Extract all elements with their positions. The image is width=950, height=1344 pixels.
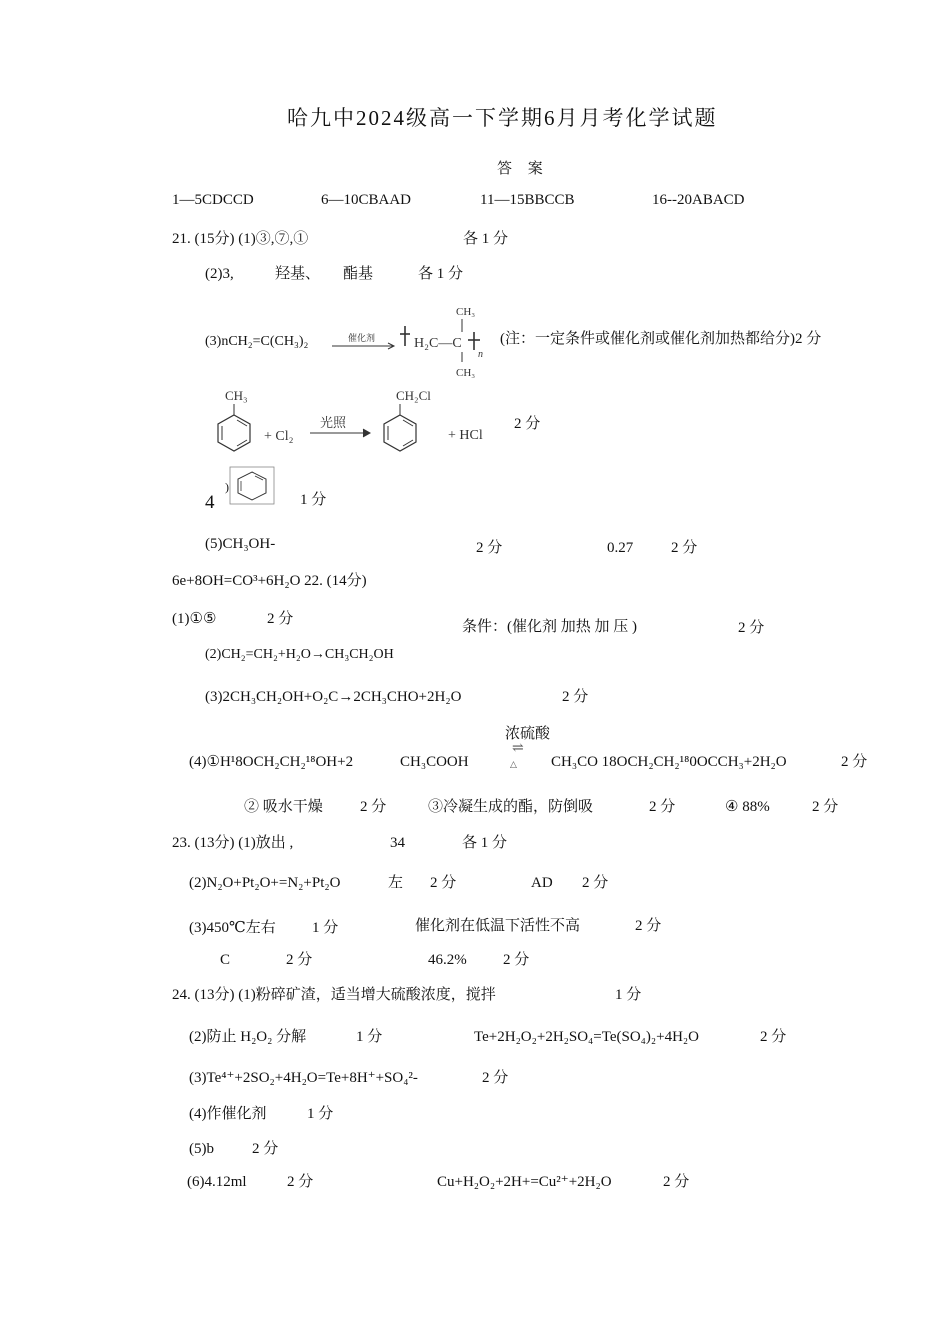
q22-conditions-score: 2 分 [738,620,765,636]
q22-part3-score: 2 分 [562,689,589,705]
q23-part3: (3)450℃左右 [189,920,276,936]
choice-answers-11-15: 11—15BBCCB [480,192,575,208]
polymer-ch3-top: CH₃ [456,306,476,318]
q22-part2: (2)CH₂=CH₂+H₂O→CH₃CH₂OH [205,647,394,662]
polymer-structure [398,302,498,382]
polymer-ch3-bottom: CH₃ [456,367,476,379]
catalyst-label: 催化剂 [348,333,376,343]
q22-part4-3: ③冷凝生成的酯，防倒吸 [428,799,594,815]
toluene-ch3-label: CH₃ [225,388,248,403]
reversible-arrow-icon: ⇌ [512,741,524,756]
q21-part2-hydroxyl: 羟基、 [275,266,321,282]
q22-part1: (1)①⑤ [172,611,217,627]
q22-part4-2: ② 吸水干燥 [244,799,323,815]
q23-part4-value: 46.2% [428,952,467,968]
q21-part1-score: 各 1 分 [463,231,509,247]
q23-part4: C [220,952,231,968]
page-title: 哈九中2024级高一下学期6月月考化学试题 [287,106,718,130]
q21-reaction-score: 2 分 [514,416,541,432]
benzene-ring-icon [384,415,416,451]
q22-part1-score: 2 分 [267,611,294,627]
q21-part2-ester: 酯基 [343,266,374,282]
q23-part2-direction: 左 [388,875,404,891]
q24-part3: (3)Te⁴⁺+2SO₂+4H₂O=Te+8H⁺+SO₄²- [189,1070,418,1086]
q24-part6: (6)4.12ml [187,1174,247,1190]
q24-part2-score-1: 1 分 [356,1029,383,1045]
q24-part5: (5)b [189,1141,214,1157]
q21-part3-note: (注：一定条件或催化剂或催化剂加热都给分)2 分 [500,331,822,347]
chlorine-reagent: + Cl₂ [264,429,294,444]
q22-part4-2-score: 2 分 [360,799,387,815]
q24-part2-score-2: 2 分 [760,1029,787,1045]
cyclohexadiene-structure [228,466,278,506]
q24-part3-score: 2 分 [482,1070,509,1086]
heat-icon: △ [510,759,517,769]
polymer-n: n [478,349,483,360]
q22-esterification-condition: 浓硫酸 [505,726,551,742]
q23-part1: 23. (13分) (1)放出 , [172,835,294,851]
q21-electrode-equation: 6e+8OH=CO³+6H₂O 22. (14分) [172,573,367,589]
choice-answers-1-5: 1—5CDCCD [172,192,254,208]
choice-answers-16-20: 16--20ABACD [652,192,745,208]
q22-part3: (3)2CH₃CH₂OH+O₂C→2CH₃CHO+2H₂O [205,689,462,705]
choice-answers-6-10: 6—10CBAAD [321,192,412,208]
q23-part1-value: 34 [390,835,405,851]
benzene-ring-icon [218,415,250,451]
q21-part4-number: 4 [205,492,215,513]
q21-part5-score-1: 2 分 [476,540,503,556]
q22-conditions: 条件：(催化剂 加热 加 压 ) [462,619,637,635]
q24-part6-equation: Cu+H₂O₂+2H+=Cu²⁺+2H₂O [437,1174,612,1190]
q23-part2-score-2: 2 分 [582,875,609,891]
q24-part2-equation: Te+2H₂O₂+2H₂SO₄=Te(SO₄)₂+4H₂O [474,1029,699,1045]
q23-part1-score: 各 1 分 [462,835,508,851]
q21-part5: (5)CH₃OH- [205,536,276,552]
q22-part4-score: 2 分 [841,754,868,770]
q23-part2: (2)N₂O+Pt₂O+=N₂+Pt₂O [189,875,341,891]
polymer-chain: H₂C—C [414,336,462,351]
q24-part2: (2)防止 H₂O₂ 分解 [189,1029,307,1045]
cyclohexadiene-ring-icon [238,472,266,500]
q21-part4-paren: ) [225,480,229,494]
q21-part2: (2)3, [205,266,234,282]
q23-part4-score-2: 2 分 [503,952,530,968]
light-condition: 光照 [320,415,347,430]
q24-part6-score-1: 2 分 [287,1174,314,1190]
q22-part4-4-score: 2 分 [812,799,839,815]
q24-part6-score-2: 2 分 [663,1174,690,1190]
q22-part4-reactant: (4)①H¹8OCH₂CH₂¹⁸OH+2 [189,754,354,770]
q21-part1: 21. (15分) (1)③,⑦,① [172,231,309,247]
q21-part3-monomer: (3)nCH₂=C(CH₃)₂ [205,334,309,349]
q23-part3-score-1: 1 分 [312,920,339,936]
q22-part4-4: ④ 88% [725,799,770,815]
hcl-product: + HCl [448,428,483,443]
q24-part4-score: 1 分 [307,1106,334,1122]
q21-part2-score: 各 1 分 [418,266,464,282]
q22-part4-acid: CH₃COOH [400,754,469,770]
q23-part4-score-1: 2 分 [286,952,313,968]
q23-part2-answer: AD [531,875,553,891]
q21-part5-score-2: 2 分 [671,540,698,556]
q24-part4: (4)作催化剂 [189,1106,267,1122]
q22-part4-3-score: 2 分 [649,799,676,815]
q24-part5-score: 2 分 [252,1141,279,1157]
q23-part2-score-1: 2 分 [430,875,457,891]
q21-part5-value: 0.27 [607,540,634,556]
answer-heading: 答 案 [497,161,549,177]
q23-part3-score-2: 2 分 [635,918,662,934]
q23-part3-reason: 催化剂在低温下活性不高 [415,918,581,934]
q21-part4-score: 1 分 [300,492,327,508]
benzyl-chloride-label: CH₂Cl [396,388,431,403]
q24-part1-score: 1 分 [615,987,642,1003]
q24-part1: 24. (13分) (1)粉碎矿渣，适当增大硫酸浓度，搅拌 [172,987,496,1003]
q22-part4-product: CH₃CO 18OCH₂CH₂¹⁸0OCCH₃+2H₂O [551,754,787,770]
catalyst-arrow [330,328,400,358]
